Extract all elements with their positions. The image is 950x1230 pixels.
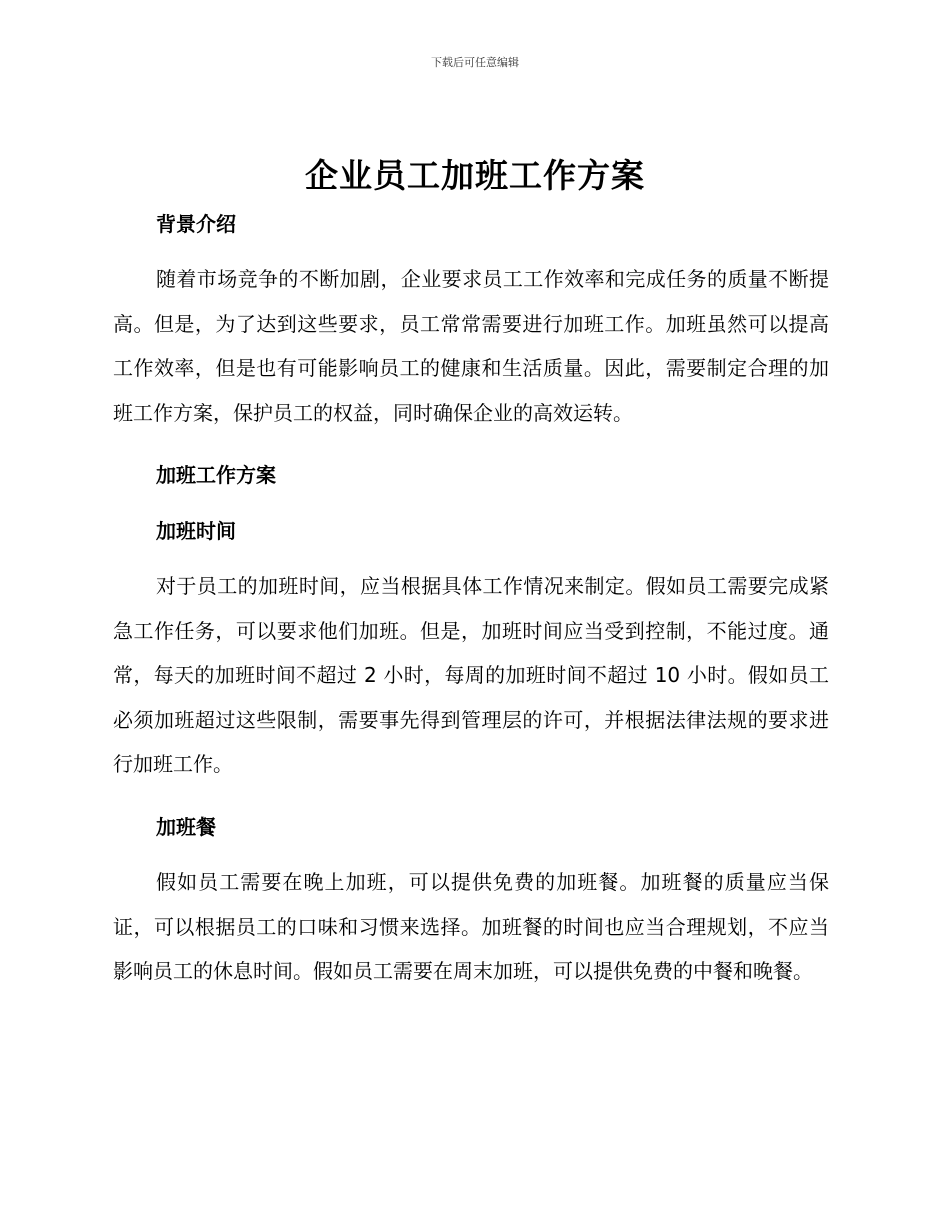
header-note: 下载后可任意编辑: [431, 56, 519, 69]
section-heading-overtime-hours: 加班时间: [156, 519, 236, 543]
section-heading-overtime-plan: 加班工作方案: [156, 463, 276, 487]
paragraph-background: 随着市场竞争的不断加剧，企业要求员工工作效率和完成任务的质量不断提高。但是，为了达到这些要求，员工常常需要进行加班工作。加班虽然可以提高工作效率，但是也有可能影响员工的健康和生活质量。因此，需要制定合理的加班工作方案，保护员工的权益，同时确保企业的高效运转。: [113, 267, 829, 425]
section-heading-overtime-meal: 加班餐: [156, 815, 216, 839]
paragraph-overtime-meal: 假如员工需要在晚上加班，可以提供免费的加班餐。加班餐的质量应当保证，可以根据员工的口味和习惯来选择。加班餐的时间也应当合理规划，不应当影响员工的休息时间。假如员工需要在周末加班，可以提供免费的中餐和晚餐。: [113, 870, 829, 983]
document-title: 企业员工加班工作方案: [305, 156, 645, 195]
paragraph-overtime-hours: 对于员工的加班时间，应当根据具体工作情况来制定。假如员工需要完成紧急工作任务，可以要求他们加班。但是，加班时间应当受到控制，不能过度。通常，每天的加班时间不超过 2 小时，每周的加班时间不超过 10 小时。假如员工必须加班超过这些限制，需要事先得到管理层的许可，并根据法律法规的要求进行加班工作。: [113, 574, 829, 776]
section-heading-background: 背景介绍: [156, 212, 236, 236]
